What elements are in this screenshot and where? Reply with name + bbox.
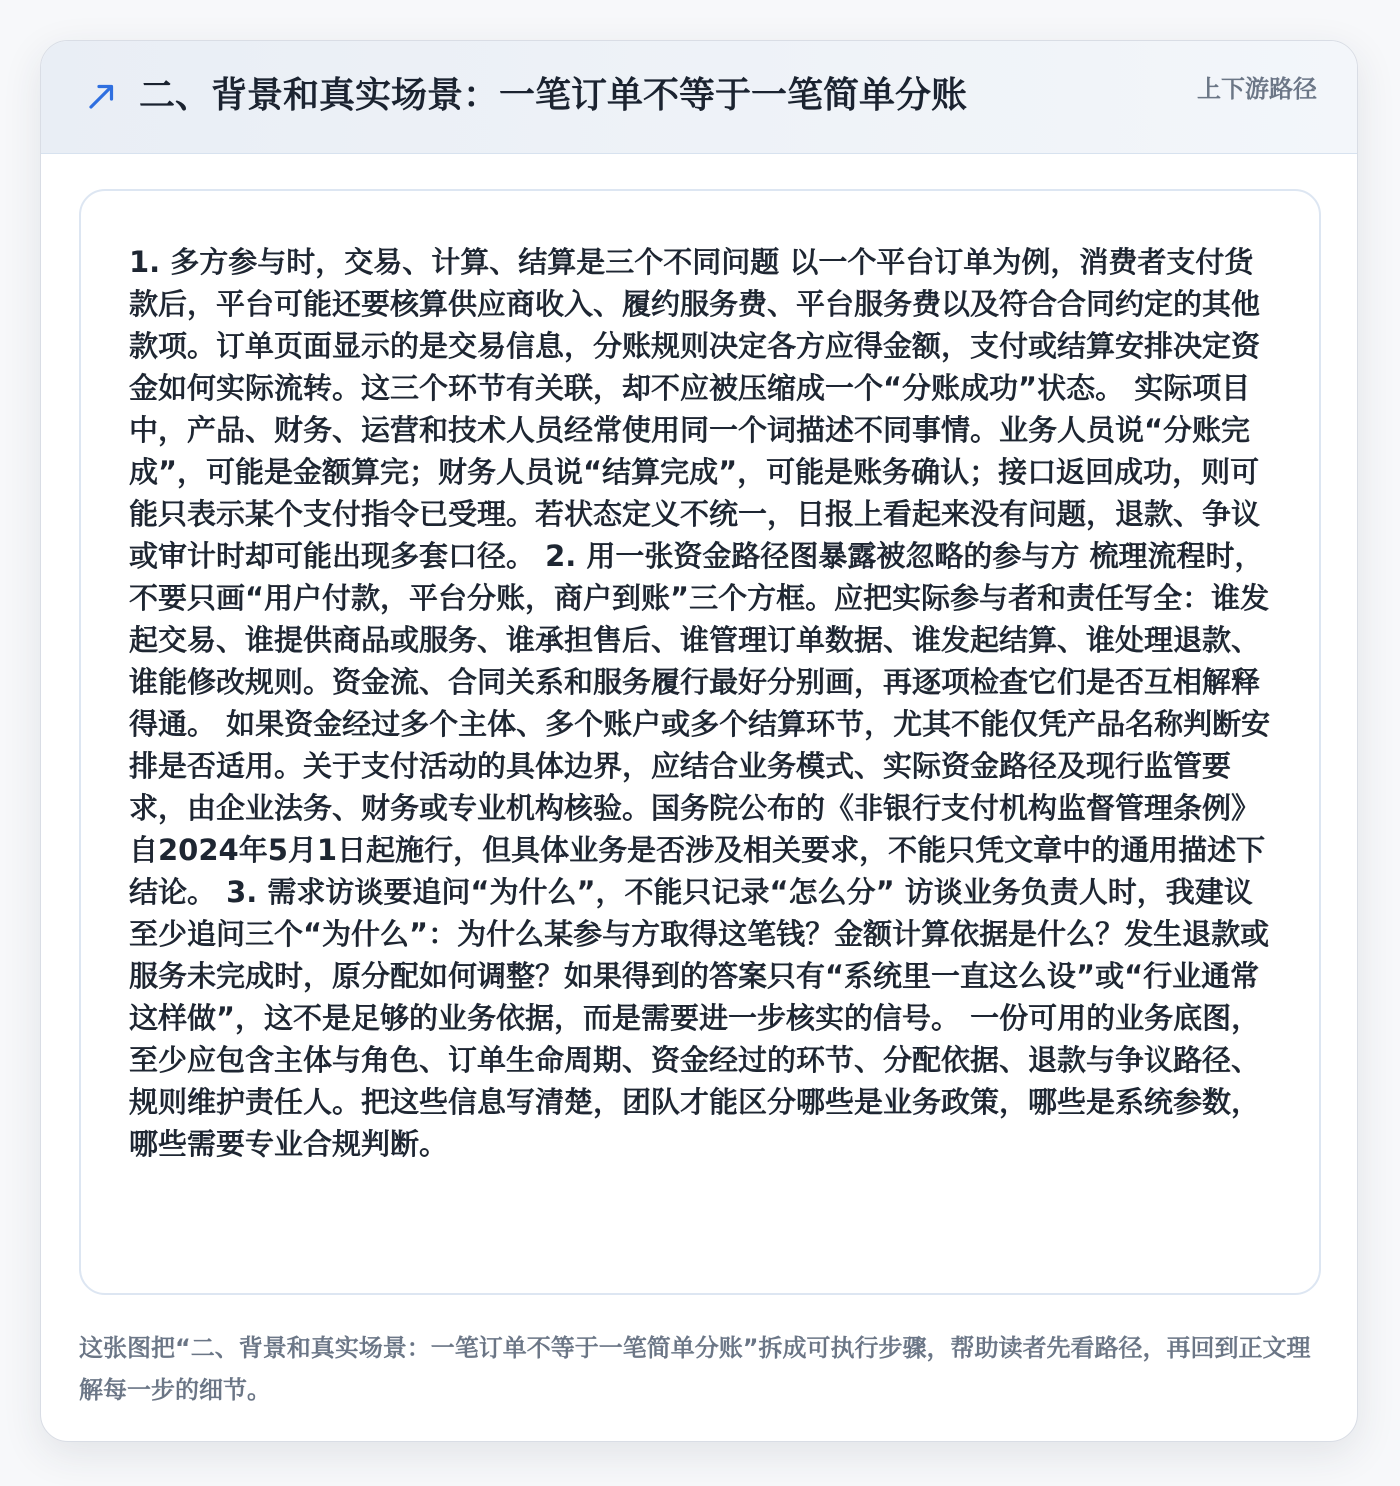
section-title: 二、背景和真实场景：一笔订单不等于一笔简单分账	[139, 75, 968, 116]
figure-caption: 这张图把“二、背景和真实场景：一笔订单不等于一笔简单分账”拆成可执行步骤，帮助读者先看路径，再回到正文理解每一步的细节。	[79, 1334, 1311, 1404]
content-panel	[79, 189, 1321, 1295]
arrow-up-right-icon	[87, 81, 117, 111]
article-card	[40, 40, 1358, 1442]
body-text: 1. 多方参与时，交易、计算、结算是三个不同问题 以一个平台订单为例，消费者支付货款后，平台可能还要核算供应商收入、履约服务费、平台服务费以及符合合同约定的其他款项。订单页面显示的是交易信息，分账规则决定各方应得金额，支付或结算安排决定资金如何实际流转。这三个环节有关联，却不应被压缩成一个“分账成功”状态。 实际项目中，产品、财务、运营和技术人员经常使用同一个词描述不同事情。业务人员说“分账完成”，可能是金额算完；财务人员说“结算完成”，可能是账务确认；接口返回成功，则可能只表示某个支付指令已受理。若状态定义不统一，日报上看起来没有问题，退款、争议或审计时却可能出现多套口径。 2. 用一张资金路径图暴露被忽略的参与方 梳理流程时，不要只画“用户付款，平台分账，商户到账”三个方框。应把实际参与者和责任写全：谁发起交易、谁提供商品或服务、谁承担售后、谁管理订单数据、谁发起结算、谁处理退款、谁能修改规则。资金流、合同关系和服务履行最好分别画，再逐项检查它们是否互相解释得通。 如果资金经过多个主体、多个账户或多个结算环节，尤其不能仅凭产品名称判断安排是否适用。关于支付活动的具体边界，应结合业务模式、实际资金路径及现行监管要求，由企业法务、财务或专业机构核验。国务院公布的《非银行支付机构监督管理条例》自2024年5月1日起施行，但具体业务是否涉及相关要求，不能只凭文章中的通用描述下结论。 3. 需求访谈要追问“为什么”，不能只记录“怎么分” 访谈业务负责人时，我建议至少追问三个“为什么”：为什么某参与方取得这笔钱？金额计算依据是什么？发生退款或服务未完成时，原分配如何调整？如果得到的答案只有“系统里一直这么设”或“行业通常这样做”，这不是足够的业务依据，而是需要进一步核实的信号。 一份可用的业务底图，至少应包含主体与角色、订单生命周期、资金经过的环节、分配依据、退款与争议路径、规则维护责任人。把这些信息写清楚，团队才能区分哪些是业务政策，哪些是系统参数，哪些需要专业合规判断。	[129, 245, 1271, 1161]
card-header	[41, 41, 1357, 154]
section-badge: 上下游路径	[1197, 75, 1317, 103]
